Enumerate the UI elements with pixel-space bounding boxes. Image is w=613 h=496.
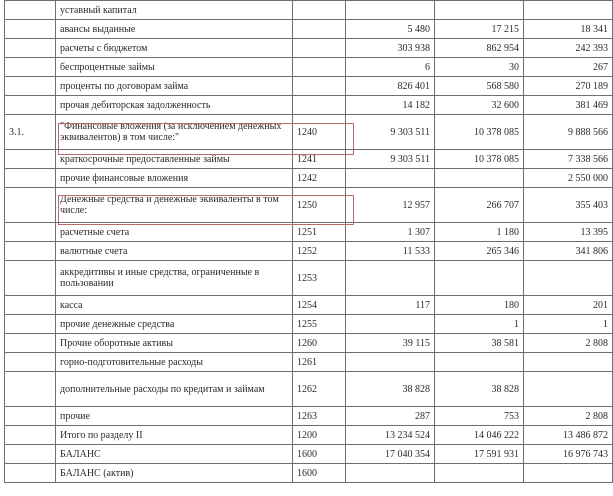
section-number-cell xyxy=(5,1,56,20)
value-period-3-cell xyxy=(524,261,613,296)
line-code-cell: 1255 xyxy=(293,315,346,334)
value-period-2-cell: 265 346 xyxy=(435,242,524,261)
value-period-3-cell: 341 806 xyxy=(524,242,613,261)
line-name-cell: беспроцентные займы xyxy=(56,58,293,77)
value-period-1-cell xyxy=(346,464,435,483)
section-number-cell xyxy=(5,20,56,39)
section-number-cell xyxy=(5,464,56,483)
table-row xyxy=(5,426,613,445)
value-period-1-cell: 287 xyxy=(346,407,435,426)
line-code-cell xyxy=(293,77,346,96)
table-row xyxy=(5,261,613,296)
value-period-2-cell xyxy=(435,353,524,372)
table-row xyxy=(5,20,613,39)
value-period-1-cell: 12 957 xyxy=(346,188,435,223)
line-name-cell: Денежные средства и денежные эквиваленты в том числе: xyxy=(56,188,293,223)
line-code-cell: 1260 xyxy=(293,334,346,353)
section-number-cell xyxy=(5,372,56,407)
table-row xyxy=(5,39,613,58)
value-period-3-cell: 2 808 xyxy=(524,334,613,353)
value-period-1-cell xyxy=(346,353,435,372)
value-period-1-cell xyxy=(346,315,435,334)
balance-table xyxy=(4,0,613,483)
line-name-cell: авансы выданные xyxy=(56,20,293,39)
line-name-cell: прочие xyxy=(56,407,293,426)
value-period-3-cell: 16 976 743 xyxy=(524,445,613,464)
value-period-3-cell: 13 486 872 xyxy=(524,426,613,445)
value-period-3-cell xyxy=(524,372,613,407)
value-period-1-cell: 826 401 xyxy=(346,77,435,96)
line-name-cell: валютные счета xyxy=(56,242,293,261)
table-row xyxy=(5,169,613,188)
value-period-3-cell: 1 xyxy=(524,315,613,334)
table-row xyxy=(5,58,613,77)
value-period-3-cell xyxy=(524,1,613,20)
value-period-2-cell: 568 580 xyxy=(435,77,524,96)
value-period-1-cell: 5 480 xyxy=(346,20,435,39)
line-name-cell: прочая дебиторская задолженность xyxy=(56,96,293,115)
value-period-2-cell: 17 591 931 xyxy=(435,445,524,464)
section-number-cell xyxy=(5,353,56,372)
line-code-cell: 1600 xyxy=(293,464,346,483)
section-number-cell: 3.1. xyxy=(5,115,56,150)
value-period-1-cell: 1 307 xyxy=(346,223,435,242)
section-number-cell xyxy=(5,334,56,353)
value-period-1-cell: 303 938 xyxy=(346,39,435,58)
value-period-3-cell: 267 xyxy=(524,58,613,77)
section-number-cell xyxy=(5,150,56,169)
line-name-cell: прочие денежные средства xyxy=(56,315,293,334)
table-row xyxy=(5,353,613,372)
value-period-1-cell: 13 234 524 xyxy=(346,426,435,445)
line-code-cell: 1262 xyxy=(293,372,346,407)
value-period-1-cell xyxy=(346,169,435,188)
value-period-3-cell: 381 469 xyxy=(524,96,613,115)
line-code-cell xyxy=(293,39,346,58)
table-row xyxy=(5,96,613,115)
section-number-cell xyxy=(5,188,56,223)
section-number-cell xyxy=(5,223,56,242)
section-number-cell xyxy=(5,426,56,445)
line-code-cell: 1254 xyxy=(293,296,346,315)
line-code-cell: 1252 xyxy=(293,242,346,261)
value-period-1-cell: 17 040 354 xyxy=(346,445,435,464)
line-name-cell: проценты по договорам займа xyxy=(56,77,293,96)
table-row xyxy=(5,445,613,464)
line-name-cell: БАЛАНС xyxy=(56,445,293,464)
line-code-cell xyxy=(293,96,346,115)
value-period-3-cell: 18 341 xyxy=(524,20,613,39)
value-period-2-cell: 862 954 xyxy=(435,39,524,58)
line-name-cell: горно-подготовительные расходы xyxy=(56,353,293,372)
line-code-cell xyxy=(293,20,346,39)
value-period-2-cell: 180 xyxy=(435,296,524,315)
line-name-cell: "Финансовые вложения (за исключением денежных эквивалентов) в том числе:" xyxy=(56,115,293,150)
value-period-3-cell: 2 808 xyxy=(524,407,613,426)
value-period-2-cell: 38 581 xyxy=(435,334,524,353)
value-period-2-cell: 38 828 xyxy=(435,372,524,407)
value-period-2-cell: 1 180 xyxy=(435,223,524,242)
value-period-2-cell: 266 707 xyxy=(435,188,524,223)
section-number-cell xyxy=(5,169,56,188)
value-period-3-cell xyxy=(524,353,613,372)
value-period-1-cell: 39 115 xyxy=(346,334,435,353)
line-name-cell: дополнительные расходы по кредитам и займам xyxy=(56,372,293,407)
value-period-3-cell: 9 888 566 xyxy=(524,115,613,150)
value-period-2-cell: 32 600 xyxy=(435,96,524,115)
section-number-cell xyxy=(5,77,56,96)
value-period-3-cell: 2 550 000 xyxy=(524,169,613,188)
value-period-1-cell: 9 303 511 xyxy=(346,150,435,169)
value-period-1-cell: 117 xyxy=(346,296,435,315)
value-period-2-cell xyxy=(435,261,524,296)
table-row xyxy=(5,242,613,261)
value-period-3-cell: 7 338 566 xyxy=(524,150,613,169)
line-name-cell: прочие финансовые вложения xyxy=(56,169,293,188)
line-name-cell: расчетные счета xyxy=(56,223,293,242)
section-number-cell xyxy=(5,96,56,115)
line-name-cell: Итого по разделу II xyxy=(56,426,293,445)
line-name-cell: краткосрочные предоставленные займы xyxy=(56,150,293,169)
line-code-cell: 1250 xyxy=(293,188,346,223)
line-code-cell: 1200 xyxy=(293,426,346,445)
table-row xyxy=(5,115,613,150)
line-code-cell xyxy=(293,1,346,20)
line-name-cell: Прочие оборотные активы xyxy=(56,334,293,353)
table-row xyxy=(5,77,613,96)
value-period-3-cell: 355 403 xyxy=(524,188,613,223)
table-row xyxy=(5,372,613,407)
line-code-cell: 1253 xyxy=(293,261,346,296)
line-name-cell: расчеты с бюджетом xyxy=(56,39,293,58)
value-period-1-cell xyxy=(346,1,435,20)
line-code-cell: 1600 xyxy=(293,445,346,464)
section-number-cell xyxy=(5,58,56,77)
line-name-cell: касса xyxy=(56,296,293,315)
value-period-3-cell: 201 xyxy=(524,296,613,315)
value-period-2-cell: 14 046 222 xyxy=(435,426,524,445)
value-period-1-cell: 11 533 xyxy=(346,242,435,261)
balance-sheet-document xyxy=(4,0,608,483)
table-row xyxy=(5,334,613,353)
value-period-3-cell xyxy=(524,464,613,483)
value-period-3-cell: 242 393 xyxy=(524,39,613,58)
section-number-cell xyxy=(5,261,56,296)
section-number-cell xyxy=(5,315,56,334)
section-number-cell xyxy=(5,242,56,261)
value-period-1-cell: 9 303 511 xyxy=(346,115,435,150)
line-code-cell xyxy=(293,58,346,77)
value-period-3-cell: 13 395 xyxy=(524,223,613,242)
table-row xyxy=(5,188,613,223)
line-name-cell: уставный капитал xyxy=(56,1,293,20)
value-period-2-cell: 30 xyxy=(435,58,524,77)
table-row xyxy=(5,407,613,426)
value-period-2-cell: 17 215 xyxy=(435,20,524,39)
value-period-2-cell xyxy=(435,464,524,483)
value-period-1-cell: 14 182 xyxy=(346,96,435,115)
line-code-cell: 1263 xyxy=(293,407,346,426)
table-row xyxy=(5,464,613,483)
value-period-2-cell: 1 xyxy=(435,315,524,334)
section-number-cell xyxy=(5,445,56,464)
value-period-2-cell xyxy=(435,169,524,188)
value-period-2-cell xyxy=(435,1,524,20)
table-row xyxy=(5,1,613,20)
line-code-cell: 1261 xyxy=(293,353,346,372)
table-row xyxy=(5,315,613,334)
section-number-cell xyxy=(5,296,56,315)
section-number-cell xyxy=(5,39,56,58)
line-code-cell: 1241 xyxy=(293,150,346,169)
value-period-1-cell: 38 828 xyxy=(346,372,435,407)
value-period-1-cell xyxy=(346,261,435,296)
line-code-cell: 1251 xyxy=(293,223,346,242)
value-period-2-cell: 753 xyxy=(435,407,524,426)
line-name-cell: БАЛАНС (актив) xyxy=(56,464,293,483)
table-row xyxy=(5,223,613,242)
value-period-2-cell: 10 378 085 xyxy=(435,150,524,169)
line-code-cell: 1240 xyxy=(293,115,346,150)
table-row xyxy=(5,296,613,315)
value-period-3-cell: 270 189 xyxy=(524,77,613,96)
line-name-cell: аккредитивы и иные средства, ограниченные в пользовании xyxy=(56,261,293,296)
section-number-cell xyxy=(5,407,56,426)
value-period-1-cell: 6 xyxy=(346,58,435,77)
value-period-2-cell: 10 378 085 xyxy=(435,115,524,150)
table-row xyxy=(5,150,613,169)
line-code-cell: 1242 xyxy=(293,169,346,188)
